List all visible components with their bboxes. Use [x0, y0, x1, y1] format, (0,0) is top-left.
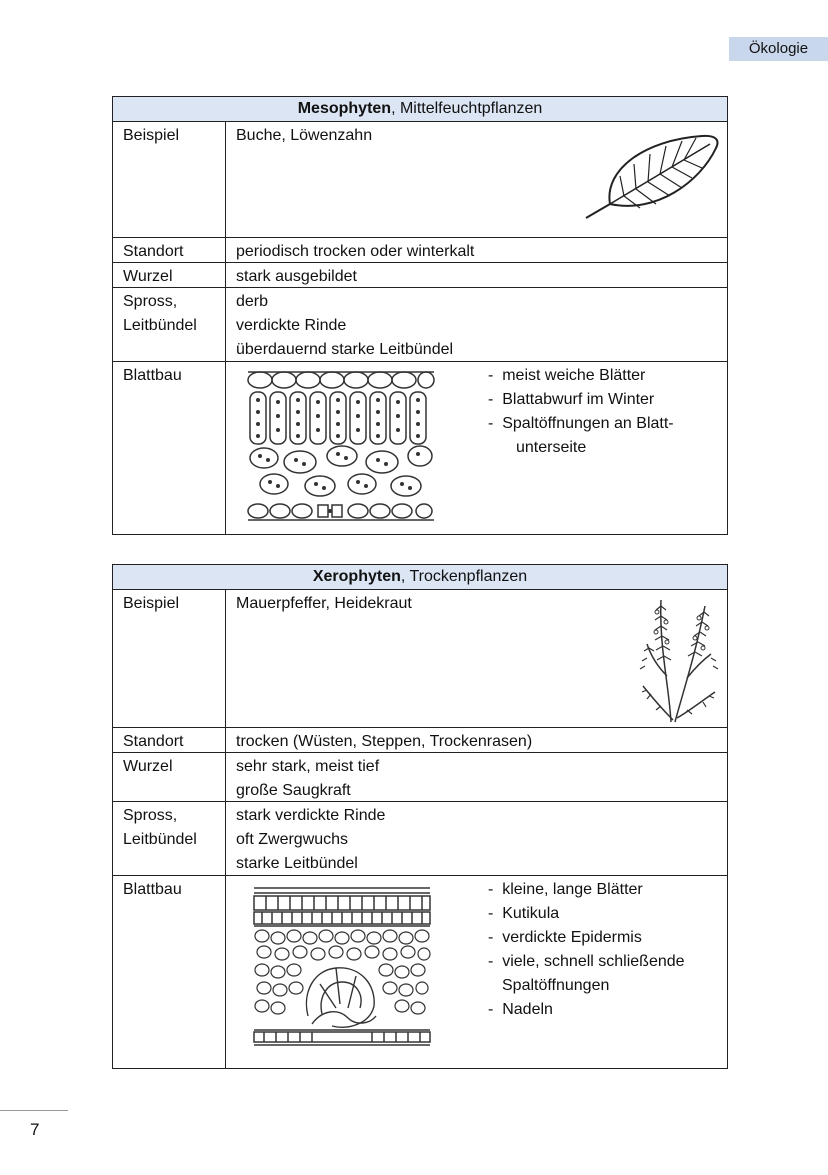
meso-row-root: [113, 263, 727, 288]
xero-row-shoot: [113, 802, 727, 876]
xero-root-label: Wurzel: [113, 753, 226, 801]
mesophyte-leaf-cross-section-icon: [246, 366, 436, 526]
xero-shoot-line: stark verdickte Rinde: [236, 807, 386, 824]
meso-shoot-line: verdickte Rinde: [236, 317, 347, 334]
xero-shoot-label: [113, 802, 226, 875]
meso-row-site: [113, 238, 727, 263]
meso-row-shoot: [113, 288, 727, 362]
xero-root-line: große Saugkraft: [236, 782, 351, 799]
mesophyten-title-bold: Mesophyten: [297, 100, 392, 117]
mesophyten-table: [112, 96, 728, 535]
meso-root-value: stark ausgebildet: [236, 268, 357, 285]
xero-leaf-label: Blattbau: [113, 876, 226, 1068]
meso-leaf-point: - Spaltöffnungen an Blatt-: [488, 415, 674, 432]
xero-shoot-label-line: Spross,: [123, 807, 178, 824]
xerophyten-table: [112, 564, 728, 1069]
meso-site-label: Standort: [113, 238, 226, 262]
xero-leaf-point-continued: Spaltöffnungen: [502, 977, 610, 994]
xero-root-values: [226, 753, 727, 801]
xero-shoot-line: starke Leitbündel: [236, 855, 358, 872]
xero-leaf-point: - kleine, lange Blätter: [488, 881, 643, 898]
meso-leaf-point: - Blattabwurf im Winter: [488, 391, 655, 408]
xero-site-value: trocken (Wüsten, Steppen, Trockenrasen): [236, 733, 533, 750]
xerophyten-title-rest: , Trockenpflanzen: [400, 568, 528, 585]
xero-leaf-point: - Kutikula: [488, 905, 560, 922]
xero-shoot-line: oft Zwergwuchs: [236, 831, 349, 848]
xero-root-line: sehr stark, meist tief: [236, 758, 380, 775]
xero-leaf-point: - verdickte Epidermis: [488, 929, 642, 946]
meso-leaf-point-continued: unterseite: [516, 439, 587, 456]
xero-leaf-cell: [226, 876, 727, 1068]
footer-divider: [0, 1110, 68, 1111]
meso-shoot-label: [113, 288, 226, 361]
meso-row-leaf: [113, 362, 727, 534]
xero-row-leaf: [113, 876, 727, 1068]
meso-site-value: periodisch trocken oder winterkalt: [236, 243, 475, 260]
xero-row-example: [113, 590, 727, 728]
xero-leaf-point: - Nadeln: [488, 1001, 553, 1018]
meso-root-label: Wurzel: [113, 263, 226, 287]
xerophyten-title-bold: Xerophyten: [312, 568, 401, 585]
meso-leaf-label: Blattbau: [113, 362, 226, 534]
xero-shoot-label-line: Leitbündel: [123, 831, 197, 848]
xerophyte-leaf-cross-section-icon: [252, 884, 432, 1048]
xero-example-cell: [226, 590, 727, 727]
meso-leaf-point: - meist weiche Blätter: [488, 367, 646, 384]
meso-example-label: Beispiel: [113, 122, 226, 237]
meso-leaf-cell: [226, 362, 727, 534]
meso-shoot-label-line: Leitbündel: [123, 317, 197, 334]
meso-example-value: Buche, Löwenzahn: [236, 127, 373, 144]
xero-leaf-points: [488, 878, 685, 1022]
mesophyten-title: [113, 97, 727, 122]
xero-site-label: Standort: [113, 728, 226, 752]
xero-leaf-point: - viele, schnell schließende: [488, 953, 685, 970]
meso-shoot-values: [226, 288, 727, 361]
page-number: 7: [30, 1120, 40, 1139]
topic-tag: Ökologie: [729, 37, 828, 61]
beech-leaf-icon: [584, 130, 724, 222]
xero-shoot-values: [226, 802, 727, 875]
meso-shoot-line: überdauernd starke Leitbündel: [236, 341, 454, 358]
meso-row-example: [113, 122, 727, 238]
xerophyten-title: [113, 565, 727, 590]
meso-leaf-points: [488, 364, 674, 460]
xero-row-site: [113, 728, 727, 753]
meso-shoot-label-line: Spross,: [123, 293, 178, 310]
xero-example-label: Beispiel: [113, 590, 226, 727]
meso-example-cell: [226, 122, 727, 237]
xero-example-value: Mauerpfeffer, Heidekraut: [236, 595, 412, 612]
heather-plant-icon: [631, 596, 721, 724]
meso-shoot-line: derb: [236, 293, 269, 310]
mesophyten-title-rest: , Mittelfeuchtpflanzen: [391, 100, 543, 117]
xero-row-root: [113, 753, 727, 802]
